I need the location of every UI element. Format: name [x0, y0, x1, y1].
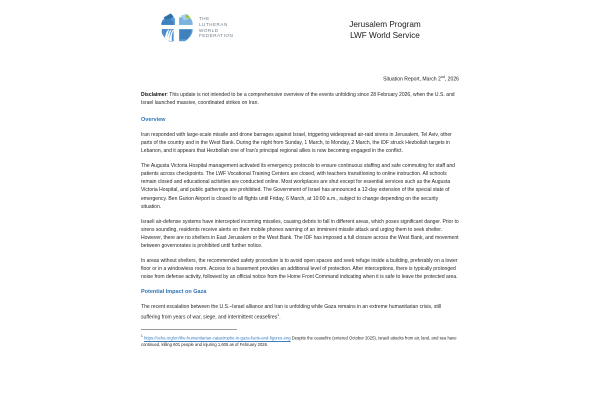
gaza-paragraph-1-period: . — [279, 315, 281, 322]
disclaimer-paragraph — [141, 91, 459, 107]
document-body — [141, 74, 459, 349]
situation-report-label: Situation Report, March 2 — [383, 76, 441, 83]
lwf-logo-wordmark — [199, 15, 233, 38]
gaza-paragraph-1 — [141, 303, 459, 322]
overview-paragraph-4: In areas without shelters, the recommended safety procedure is to avoid open spaces and seek refuge inside a building, preferably on a lower floor or in a windowless room. Access to a basement provides an additional level of protection. After interceptions, there is typically prolonged noise from defense activity, followed by an official notice from the Home Front Command indicating when it is safe to leave the protected area. — [141, 258, 458, 281]
lwf-cross-dove-logo-icon — [160, 10, 194, 44]
lwf-logo — [160, 10, 233, 44]
situation-report-ordinal: nd — [440, 75, 445, 79]
document-title — [300, 20, 470, 41]
gaza-paragraph-1-text: The recent escalation between the U.S.–Israel alliance and Iran is unfolding while Gaza remains in an extreme humanitarian crisis, still suffering from years of war, siege, and intermittent ceasefires — [141, 304, 442, 322]
logo-word-federation: FEDERATION — [199, 33, 234, 39]
footnote-1 — [141, 333, 459, 349]
footnote-reference-1: 1 — [277, 313, 280, 318]
document-header — [0, 0, 600, 62]
situation-report-year: , 2026 — [444, 76, 459, 83]
footnote-area — [141, 329, 459, 349]
logo-word-lutheran: LUTHERAN — [199, 21, 228, 27]
footnote-separator — [141, 329, 237, 330]
footnote-text: Despite the ceasefire (entered October 2025), Israeli attacks from air, land, and sea have continued, killing 601 people and injuring 1,605 as of February 2026. — [141, 335, 457, 348]
overview-paragraph-2: The Augusta Victoria Hospital management activated its emergency protocols to ensure continuous staffing and safe commuting for staff and patients across checkpoints. The LWF Vocational Training Centers are closed, with teachers transitioning to online instruction. All schools remain closed and educational activities are conducted online. Most workplaces are shut except for essential services such as the Augusta Victoria Hospital, and public gatherings are prohibited. The Government of Israel has announced a 12-day extension of the special state of emergency. Ben Gurion Airport is closed to all flights until Friday, 6 March, at 10:00 a.m., subject to change depending on the security situation. — [141, 163, 455, 210]
disclaimer-text: : This update is not intended to be a comprehensive overview of the events unfolding since 28 February 2026, when the U.S. and Israel launched massive, coordinated strikes on Iran. — [141, 91, 455, 106]
logo-word-world: WORLD — [199, 27, 219, 33]
overview-paragraph-3: Israeli air-defense systems have intercepted incoming missiles, causing debris to fall in different areas, which poses significant danger. Prior to sirens sounding, residents receive alerts on their mobile phones warning of an imminent missile attack and urging them to seek shelter. However, there are no shelters in East Jerusalem or the West Bank. The IDF has imposed a full closure across the West Bank, and movement between governorates is prohibited until further notice. — [141, 218, 459, 249]
logo-word-the: THE — [199, 16, 210, 22]
title-line-1: Jerusalem Program — [349, 20, 421, 29]
disclaimer-label: Disclaimer — [141, 91, 167, 98]
section-heading-potential-impact-on-gaza: Potential Impact on Gaza — [141, 289, 207, 296]
footnote-marker: 1 — [141, 334, 143, 339]
overview-paragraph-1: Iran responded with large-scale missile and drone barrages against Israel, triggering widespread air-raid sirens in Jerusalem, Tel Aviv, other parts of the country and in the West Bank. During the night from Sunday, 1 March, to Monday, 2 March, the IDF struck Hezbollah targets in Lebanon, and it appears that Hezbollah one of Iran's principal regional allies is now becoming engaged in the conflict. — [141, 131, 452, 155]
situation-report-line — [141, 74, 459, 84]
section-heading-overview: Overview — [141, 116, 166, 123]
footnote-source-link[interactable]: https://ocha.org/en/the-humanitarian-catastrophe-in-gaza-facts-and-figures-eng — [143, 335, 291, 341]
title-line-2: LWF World Service — [350, 30, 420, 40]
